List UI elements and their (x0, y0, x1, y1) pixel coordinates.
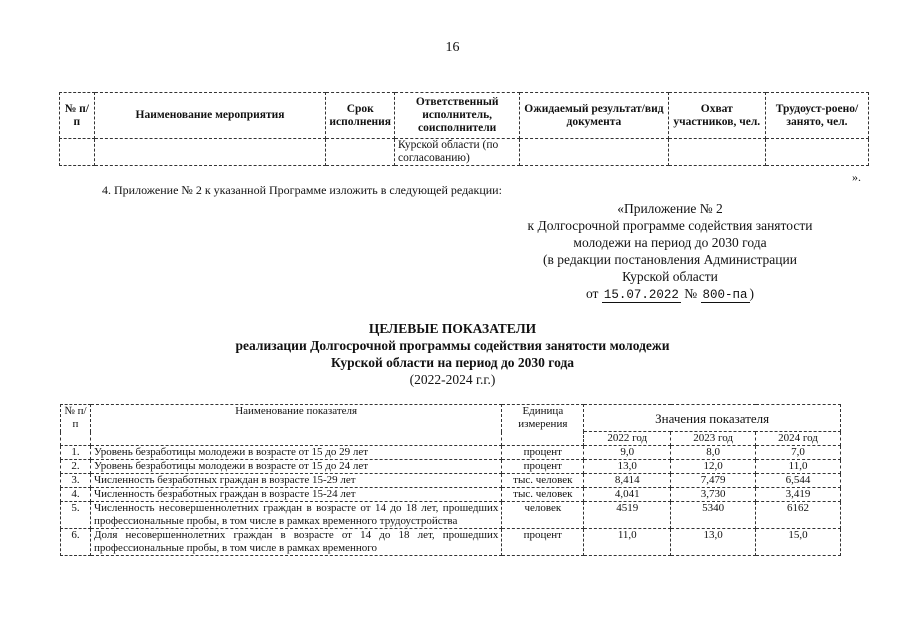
value-2022: 11,0 (584, 529, 671, 556)
title-line-2: реализации Долгосрочной программы содействия занятости молодежи (235, 338, 670, 353)
appendix-line-2: к Долгосрочной программе содействия занятости (527, 218, 813, 233)
closing-quote: ». (852, 170, 861, 184)
indicators-table (60, 404, 841, 556)
ind-header-values: Значения показателя (584, 405, 841, 432)
value-2024: 6,544 (756, 474, 841, 488)
value-2024: 3,419 (756, 488, 841, 502)
value-2023: 13,0 (671, 529, 756, 556)
appendix-line-3: молодежи на период до 2030 года (573, 235, 767, 250)
indicator-number: 5. (61, 502, 91, 529)
header-coverage: Охват участников, чел. (668, 93, 765, 139)
indicator-number: 3. (61, 474, 91, 488)
indicators-body (61, 446, 841, 556)
indicator-name: Численность безработных граждан в возрасте 15-24 лет (90, 488, 501, 502)
measures-header-row (60, 93, 869, 139)
resolution-date: 15.07.2022 (603, 288, 679, 302)
table-row (61, 502, 841, 529)
indicator-unit: тыс. человек (502, 474, 584, 488)
table-row (61, 446, 841, 460)
appendix-line-1: «Приложение № 2 (617, 201, 723, 216)
value-2022: 4519 (584, 502, 671, 529)
value-2023: 12,0 (671, 460, 756, 474)
value-2024: 15,0 (756, 529, 841, 556)
appendix-line-4: (в редакции постановления Администрации (543, 252, 797, 267)
value-2022: 9,0 (584, 446, 671, 460)
indicators-header-row (61, 405, 841, 432)
year-2023: 2023 год (671, 432, 756, 446)
header-measure-name: Наименование мероприятия (94, 93, 326, 139)
header-num: № п/п (60, 93, 95, 139)
value-2023: 5340 (671, 502, 756, 529)
header-employed: Трудоуст-роено/занято, чел. (765, 93, 868, 139)
indicator-unit: процент (502, 460, 584, 474)
indicator-number: 6. (61, 529, 91, 556)
indicator-number: 2. (61, 460, 91, 474)
measures-continuation-row (60, 139, 869, 166)
value-2024: 7,0 (756, 446, 841, 460)
header-responsible: Ответственный исполнитель, соисполнители (395, 93, 520, 139)
appendix-heading (500, 200, 840, 304)
appendix-line-5: Курской области (622, 269, 718, 284)
number-prefix: № (684, 286, 698, 301)
indicator-unit: процент (502, 529, 584, 556)
table-row (61, 488, 841, 502)
header-expected-result: Ожидаемый результат/вид документа (520, 93, 668, 139)
responsible-continuation: Курской области (по согласованию) (395, 139, 520, 166)
indicator-unit: человек (502, 502, 584, 529)
resolution-number: 800-па (702, 288, 748, 302)
value-2022: 8,414 (584, 474, 671, 488)
value-2024: 11,0 (756, 460, 841, 474)
appendix-date-line (500, 285, 840, 304)
ind-header-name: Наименование показателя (90, 405, 501, 446)
document-title (0, 320, 905, 388)
title-line-4: (2022-2024 г.г.) (409, 372, 496, 387)
indicator-name: Уровень безработицы молодежи в возрасте от 15 до 29 лет (90, 446, 501, 460)
indicator-name: Численность несовершеннолетних граждан в возрасте от 14 до 18 лет, прошедших профессиональные пробы, в том числе в рамках временного трудоустройства (90, 502, 501, 529)
indicator-name: Численность безработных граждан в возрасте 15-29 лет (90, 474, 501, 488)
value-2023: 3,730 (671, 488, 756, 502)
year-2022: 2022 год (584, 432, 671, 446)
title-line-3: Курской области на период до 2030 года (330, 355, 575, 370)
table-row (61, 474, 841, 488)
title-line-1: ЦЕЛЕВЫЕ ПОКАЗАТЕЛИ (368, 321, 537, 336)
value-2023: 7,479 (671, 474, 756, 488)
value-2023: 8,0 (671, 446, 756, 460)
indicator-number: 1. (61, 446, 91, 460)
header-deadline: Срок исполнения (326, 93, 395, 139)
year-2024: 2024 год (756, 432, 841, 446)
table-row (61, 460, 841, 474)
value-2024: 6162 (756, 502, 841, 529)
indicator-number: 4. (61, 488, 91, 502)
indicator-name: Уровень безработицы молодежи в возрасте от 15 до 24 лет (90, 460, 501, 474)
date-prefix: от (585, 286, 599, 301)
indicator-unit: процент (502, 446, 584, 460)
value-2022: 13,0 (584, 460, 671, 474)
measures-table-continuation (59, 92, 869, 166)
indicator-unit: тыс. человек (502, 488, 584, 502)
page-number: 16 (445, 40, 460, 55)
indicator-name: Доля несовершеннолетних граждан в возрасте от 14 до 18 лет, прошедших профессиональные пробы, в том числе в рамках временного (90, 529, 501, 556)
ind-header-num: № п/п (61, 405, 91, 446)
close-paren: ) (749, 286, 755, 301)
ind-header-unit: Единица измерения (502, 405, 584, 446)
value-2022: 4,041 (584, 488, 671, 502)
table-row (61, 529, 841, 556)
item-4-text: 4. Приложение № 2 к указанной Программе изложить в следующей редакции: (102, 183, 502, 197)
